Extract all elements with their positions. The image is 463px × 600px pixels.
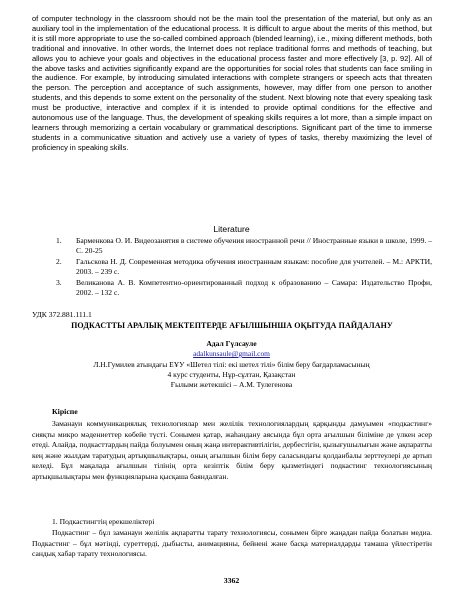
reference-number: 1. (56, 236, 62, 245)
reference-number: 3. (56, 278, 62, 288)
reference-text: Великанова А. В. Компетентно-ориентированный подход к образованию – Самара: Издательство Профи, 2002. – 132 с. (76, 278, 432, 297)
reference-item (56, 236, 432, 255)
udk-code: УДК 372.881.111.1 (32, 310, 92, 319)
affiliation-line: 4 курс студенты, Нұр-сұлтан, Қазақстан (167, 370, 296, 379)
intro-heading: Кіріспе (52, 407, 78, 416)
literature-heading: Literature (213, 224, 250, 234)
reference-item (56, 257, 432, 276)
subsection-paragraph: Подкастинг – бұл заманауи желілік ақпаратты тарату технологиясы, сонымен бірге жаңадан пайда болатын медиа. Подкастинг – бұл мәтінді, суреттерді, дыбысты, анимацияны, бейнені және басқа материалдарды тамаша үйлестіретін сандық хабар тарату технологиясы. (32, 528, 432, 559)
article-title: ПОДКАСТТЫ АРАЛЫҚ МЕКТЕПТЕРДЕ АҒЫЛШЫНША ОҚЫТУДА ПАЙДАЛАНУ (71, 321, 393, 330)
page-number: 3362 (223, 576, 240, 585)
reference-number: 2. (56, 257, 62, 267)
intro-paragraph: Заманауи коммуникациялық технологиялар мен желілік технологиялардың қарқынды дамуымен «подкастинг» сияқты микро мәдениеттер көбейе түсті. Сонымен қатар, жаһандану аясында бұл орта ағылшын біліміне де үлкен әсер етеді. Алайда, подкасттардың пайда болуымен оның жаңа интерактивтілігін, дербестігін, қызығушылығын және ақпаратты кең және жылдам таратудың артықшылықтары, оның ағылшын білім беру саласындағы қолданбалы зерттеулері де артып келеді. Бұл мақалада ағылшын тілінің орта кезіптік білім беру қызметіндегі подкастинг технологиясының артықшылықтары мен функцияларына қысқаша баяндалған. (32, 419, 432, 481)
author-email-link[interactable]: adalkunsaule@gmail.com (193, 349, 270, 358)
reference-text: Гальскова Н. Д. Современная методика обучения иностранным языкам: пособие для учителей. – М.: АРКТИ, 2003. – 239 с. (76, 257, 432, 276)
author-affiliation (0, 360, 463, 390)
subsection-item: 1. Подкастингтің ерекшеліктері (52, 517, 155, 526)
abstract-paragraph: of computer technology in the classroom should not be the main tool the presentation of the material, but only as an auxiliary tool in the implementation of the educational process. It is difficult to argue about the merits of this method, but it is still more appropriate to use the so-called combined approach (blended learning), i.e., mixing different methods, both traditional and innovative. In other words, the Internet does not replace traditional forms and methods of teaching, but allows you to achieve your goals and objectives in the educational process faster and more effectively [3, p. 92]. All of the above tasks and activities significantly expand are the opportunities for social roles that students can face smiling in the audience. For example, by introducing simulated interactions with complete strangers or speech acts that threaten the person. The perception and acceptance of such assignments, however, may differ from one person to another students, and this depends to some extent on the personality of the student. Next blowing note that every speaking task must be productive, interactive and complex if it is intended to provide optimal conditions for the effective and autonomous use of the language. Thus, the development of speaking skills requires a lot more, than a simple impact on learners through memorizing a certain vocabulary or grammatical descriptions. Significant part of the time to immerse students in a communicative situation and actively use a variety of types of tasks, thereby maximizing the level of proficiency in speaking skills. (32, 14, 432, 152)
reference-item (56, 278, 432, 297)
affiliation-line: Л.Н.Гумилев атындағы ЕҰУ «Шетел тілі: екі шетел тілі» білім беру бағдарламасының (93, 360, 370, 369)
author-name: Адал Гүлсауле (206, 339, 257, 348)
reference-list (56, 236, 432, 300)
supervisor-line: Ғылыми жетекшісі – А.М. Тулегенова (170, 380, 293, 389)
reference-text: Барменкова О. И. Видеозанятия в системе обучения иностранной речи // Иностранные языки в школе, 1999. – С. 20-25 (76, 236, 432, 255)
